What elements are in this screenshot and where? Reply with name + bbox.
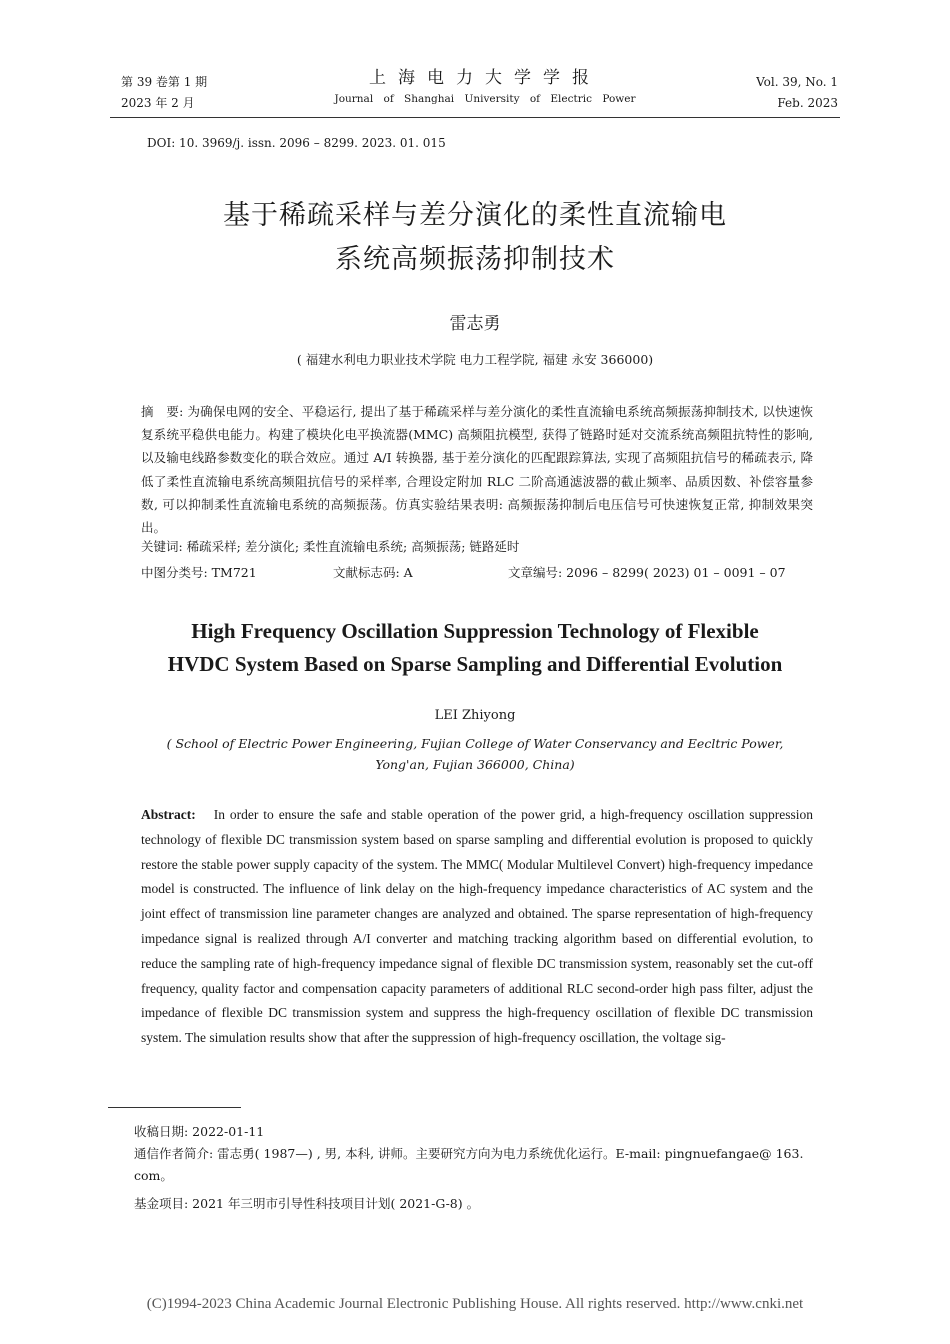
volume-issue-cn: 第 39 卷第 1 期 bbox=[121, 75, 208, 89]
header-center bbox=[330, 66, 640, 108]
doi: DOI: 10. 3969/j. issn. 2096 – 8299. 2023. 01. 015 bbox=[147, 136, 446, 150]
abstract-en-text: In order to ensure the safe and stable operation of the power grid, a high-frequency oscillation suppression technology of flexible DC transmission system based on sparse sampling and differential evolution is proposed to quickly restore the stable power supply capacity of the system. The MMC( Modular Multilevel Convert) high-frequency impedance model is constructed. The influence of link delay on the high-frequency impedance characteristics of AC system and the joint effect of transmission line parameter changes are analyzed and obtained. The sparse representation of high-frequency impedance signal is realized through A/I converter and matching tracking algorithm based on differential evolution, to reduce the sampling rate of high-frequency impedance signal of flexible DC transmission system, reasonably set the cut-off frequency, quality factor and compensation capacity parameters of additional RLC second-order high pass filter, adjust the impedance of flexible DC transmission system and suppress the high-frequency oscillation of flexible DC transmission system. The simulation results show that after the suppression of high-frequency oscillation, the voltage sig- bbox=[141, 807, 813, 1046]
author-bio: 通信作者简介: 雷志勇( 1987—) , 男, 本科, 讲师。主要研究方向为电力系统优化运行。E-mail: pingnuefangae@ 163. com。 bbox=[134, 1146, 804, 1183]
abstract-cn: 摘 要: 为确保电网的安全、平稳运行, 提出了基于稀疏采样与差分演化的柔性直流输电系统高频振荡抑制技术, 以快速恢复系统平稳供电能力。构建了模块化电平换流器(MMC) 高频阻抗模型, 获得了链路时延对交流系统高频阻抗特性的影响, 以及输电线路参数变化的联合效应。通过 A/I 转换器, 基于差分演化的匹配跟踪算法, 实现了高频阻抗信号的稀疏表示, 降低了柔性直流输电系统高频阻抗信号的采样率, 合理设定附加 RLC 二阶高通滤波器的截止频率、品质因数、补偿容量参数, 可以抑制柔性直流输电系统的高频振荡。仿真实验结果表明: 高频振荡抑制后电压信号可快速恢复正常, 抑制效果突出。 bbox=[141, 404, 813, 536]
title-cn bbox=[100, 194, 850, 282]
article-number: 文章编号: 2096 – 8299( 2023) 01 – 0091 – 07 bbox=[508, 565, 786, 580]
header-left bbox=[121, 72, 207, 114]
affiliation-cn: ( 福建水利电力职业技术学院 电力工程学院, 福建 永安 366000) bbox=[296, 352, 654, 367]
clc-number: 中图分类号: TM721 bbox=[141, 565, 257, 580]
document-code: 文献标志码: A bbox=[333, 565, 413, 580]
journal-title-cn: 上海电力大学学报 bbox=[369, 68, 601, 88]
title-en-line1: High Frequency Oscillation Suppression Technology of Flexible bbox=[191, 619, 759, 643]
journal-title-en: Journal of Shanghai University of Electric Power bbox=[334, 93, 636, 105]
fund-project: 基金项目: 2021 年三明市引导性科技项目计划( 2021-G-8) 。 bbox=[134, 1196, 480, 1211]
keywords-cn: 关键词: 稀疏采样; 差分演化; 柔性直流输电系统; 高频振荡; 链路延时 bbox=[141, 539, 520, 554]
affiliation-en-line2: Yong'an, Fujian 366000, China) bbox=[375, 757, 575, 772]
author-cn: 雷志勇 bbox=[449, 314, 501, 334]
abstract-en bbox=[141, 803, 813, 1051]
title-en bbox=[100, 615, 850, 681]
volume-issue-en: Vol. 39, No. 1 bbox=[756, 75, 838, 89]
date-en: Feb. 2023 bbox=[777, 96, 838, 110]
received-date: 收稿日期: 2022-01-11 bbox=[134, 1124, 265, 1139]
title-en-line2: HVDC System Based on Sparse Sampling and Differential Evolution bbox=[167, 652, 783, 676]
author-en: LEI Zhiyong bbox=[434, 708, 516, 723]
affiliation-en bbox=[100, 733, 850, 775]
date-cn: 2023 年 2 月 bbox=[121, 96, 195, 110]
abstract-en-label: Abstract: bbox=[141, 807, 196, 822]
copyright-footer: (C)1994-2023 China Academic Journal Electronic Publishing House. All rights reserved. http://www.cnki.net bbox=[146, 1296, 804, 1312]
footnote-divider bbox=[108, 1107, 241, 1108]
title-cn-line2: 系统高频振荡抑制技术 bbox=[335, 244, 615, 275]
title-cn-line1: 基于稀疏采样与差分演化的柔性直流输电 bbox=[223, 200, 727, 231]
affiliation-en-line1: ( School of Electric Power Engineering, Fujian College of Water Conservancy and Eecltric Power, bbox=[166, 736, 784, 751]
header-divider bbox=[110, 117, 840, 118]
header-right bbox=[756, 72, 838, 114]
